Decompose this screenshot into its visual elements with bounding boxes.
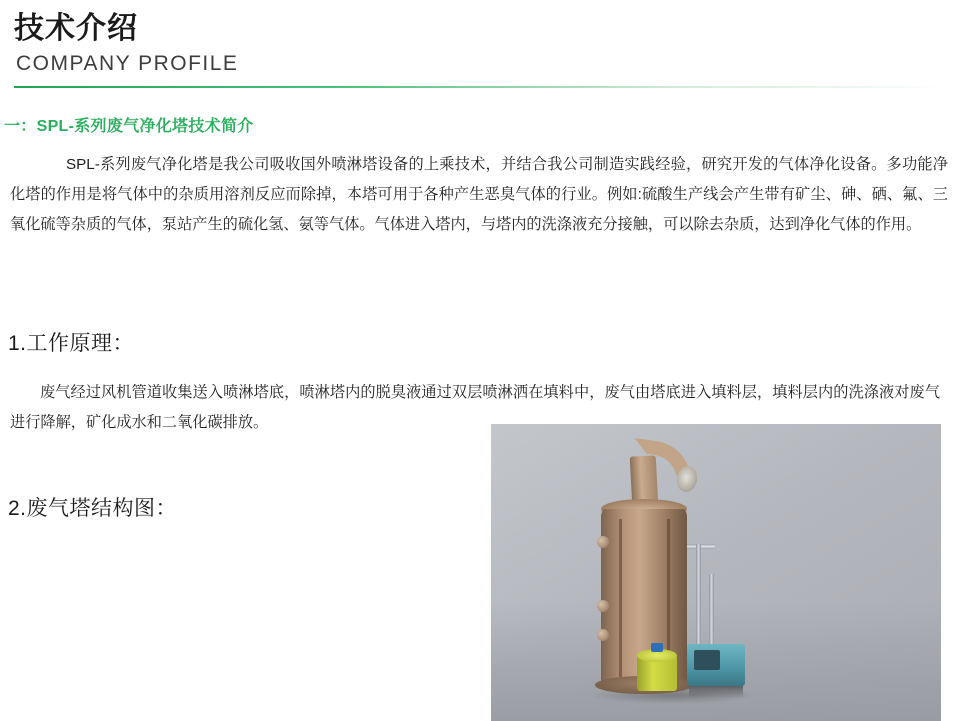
section-heading-intro: 一：SPL-系列废气净化塔技术简介 <box>4 118 254 135</box>
principle-paragraph: 废气经过风机管道收集送入喷淋塔底，喷淋塔内的脱臭液通过双层喷淋洒在填料中，废气由塔底进入填料层，填料层内的洗涤液对废气进行降解，矿化成水和二氧化碳排放。 <box>10 384 940 431</box>
tower-port-upper <box>597 536 609 548</box>
header-divider <box>14 86 949 88</box>
tower-port-middle <box>597 600 609 612</box>
tower-structure-image <box>491 424 941 721</box>
page-subtitle: COMPANY PROFILE <box>16 51 239 75</box>
slide-header <box>14 12 949 76</box>
tower-seam-left <box>619 519 622 679</box>
tower-port-lower <box>597 629 609 641</box>
pipe-crossover <box>687 544 715 549</box>
control-cabinet-legs <box>689 686 743 698</box>
control-cabinet-panel <box>694 650 720 670</box>
section-heading-structure: 2.废气塔结构图： <box>8 497 178 520</box>
section-heading-principle: 1.工作原理： <box>8 332 135 355</box>
chemical-tank-valve <box>651 643 663 652</box>
intro-paragraph: SPL-系列废气净化塔是我公司吸收国外喷淋塔设备的上乘技术，并结合我公司制造实践经验，研究开发的气体净化设备。多功能净化塔的作用是将气体中的杂质用溶剂反应而除掉，本塔可用于各种产生恶臭气体的行业。例如:硫酸生产线会产生带有矿尘、砷、硒、氟、三氧化硫等杂质的气体，泵站产生的硫化氢、氨等气体。气体进入塔内，与塔内的洗涤液充分接触，可以除去杂质，达到净化气体的作用。 <box>10 156 948 233</box>
page-title: 技术介绍 <box>14 12 138 45</box>
